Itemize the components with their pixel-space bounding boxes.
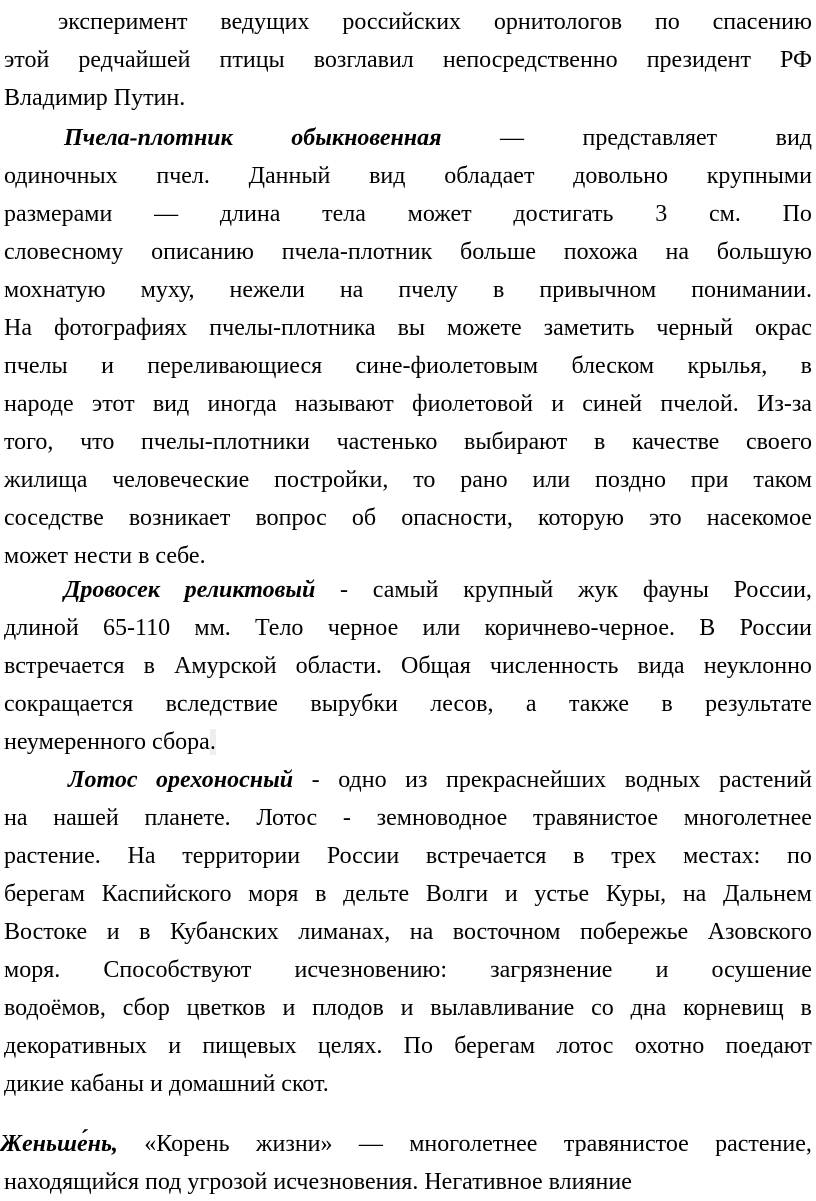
word: Общая xyxy=(401,653,471,679)
word: того, xyxy=(4,429,54,455)
paragraph-line xyxy=(4,157,812,195)
word: сбор xyxy=(122,995,170,1021)
word: В xyxy=(699,615,716,641)
term-word: Лотос xyxy=(68,767,138,793)
word: и xyxy=(101,353,114,379)
word: растение. xyxy=(4,843,101,869)
word: одиночных xyxy=(4,163,118,189)
word: в xyxy=(800,353,812,379)
paragraph-line xyxy=(4,723,812,761)
word: вида xyxy=(637,653,685,679)
paragraph-line xyxy=(4,423,812,461)
word: — xyxy=(499,125,524,151)
word: кабаны xyxy=(70,1071,144,1097)
word: домашний xyxy=(168,1071,276,1097)
word: На xyxy=(127,843,156,869)
word: на xyxy=(409,919,434,945)
paragraph-line xyxy=(4,499,812,537)
word: РФ xyxy=(780,47,812,73)
word: берегам xyxy=(454,1033,536,1059)
word: по xyxy=(787,843,812,869)
word: нашей xyxy=(53,805,119,831)
word: водоёмов, xyxy=(4,995,106,1021)
word: вырубки xyxy=(310,691,398,717)
word: декоративных xyxy=(4,1033,147,1059)
word: сине-фиолетовым xyxy=(355,353,539,379)
word: загрязнение xyxy=(490,957,613,983)
word: скот. xyxy=(281,1071,329,1097)
word: на xyxy=(682,881,707,907)
word: неумеренного xyxy=(4,729,147,755)
paragraph-line xyxy=(4,79,812,117)
word: многолетнее xyxy=(683,805,812,831)
word: неуклонно xyxy=(703,653,812,679)
word: Азовского xyxy=(707,919,812,945)
word: российских xyxy=(342,9,462,35)
word: привычном xyxy=(539,277,657,303)
paragraph-line xyxy=(64,571,812,609)
word: качестве xyxy=(632,429,720,455)
word: тела xyxy=(322,201,366,227)
word: см. xyxy=(709,201,741,227)
word: земноводное xyxy=(376,805,508,831)
word: Тело xyxy=(255,615,304,641)
paragraph-line xyxy=(4,1027,812,1065)
word: крылья, xyxy=(687,353,768,379)
word: на xyxy=(665,239,689,265)
word: себе. xyxy=(155,543,206,569)
paragraph-line xyxy=(4,537,812,575)
paragraph-line xyxy=(4,233,812,271)
paragraph-line xyxy=(4,1065,812,1103)
word: местах: xyxy=(683,843,761,869)
word: цветков xyxy=(186,995,266,1021)
word: многолетнее xyxy=(409,1131,538,1157)
word: нежели xyxy=(229,277,305,303)
word: Куры, xyxy=(605,881,667,907)
paragraph-line xyxy=(68,761,812,799)
word: Лотос xyxy=(256,805,318,831)
word: пчела-плотник xyxy=(281,239,433,265)
paragraph-line xyxy=(4,271,812,309)
word: ведущих xyxy=(220,9,310,35)
word: территории xyxy=(182,843,301,869)
term-word: Пчела-плотник xyxy=(64,125,233,151)
term-word: реликтовый xyxy=(184,577,316,603)
word: также xyxy=(568,691,629,717)
paragraph-line xyxy=(4,41,812,79)
word: России, xyxy=(733,577,812,603)
word: при xyxy=(690,467,729,493)
word: можете xyxy=(447,315,522,341)
paragraph-line xyxy=(4,195,812,233)
word: что xyxy=(80,429,115,455)
word: коричнево-черное. xyxy=(484,615,675,641)
word: вследствие xyxy=(165,691,278,717)
word: понимании. xyxy=(691,277,812,303)
word: Путин. xyxy=(113,85,186,111)
word: встречается xyxy=(4,653,125,679)
word: словесному xyxy=(4,239,124,265)
word: пчелы-плотники xyxy=(141,429,310,455)
word: лотос xyxy=(556,1033,614,1059)
word: травянистое xyxy=(533,805,658,831)
word: своего xyxy=(745,429,812,455)
word: дикие xyxy=(4,1071,65,1097)
word: трех xyxy=(611,843,657,869)
word: в xyxy=(661,691,673,717)
paragraph-line xyxy=(4,951,812,989)
word: поедают xyxy=(725,1033,812,1059)
paragraph-line xyxy=(4,309,812,347)
word: и xyxy=(551,391,565,417)
paragraph-line xyxy=(4,1163,812,1201)
word: Амурской xyxy=(174,653,277,679)
word: орнитологов xyxy=(493,9,623,35)
paragraph-line xyxy=(64,119,812,157)
word: в xyxy=(800,995,812,1021)
word: в xyxy=(593,429,606,455)
word: охотно xyxy=(634,1033,705,1059)
word: Данный xyxy=(248,163,331,189)
word: Владимир xyxy=(4,85,108,111)
word: может xyxy=(4,543,68,569)
word: об xyxy=(351,505,377,531)
word: мм. xyxy=(194,615,231,641)
word: лесов, xyxy=(430,691,494,717)
paragraph-line xyxy=(4,989,812,1027)
word: сокращается xyxy=(4,691,134,717)
word: находящийся xyxy=(4,1169,139,1195)
word: Способствуют xyxy=(103,957,252,983)
word: моря. xyxy=(4,957,61,983)
word: дельте xyxy=(343,881,410,907)
word: постройки, xyxy=(274,467,389,493)
word: целях. xyxy=(317,1033,383,1059)
word: 3 xyxy=(655,201,668,227)
word: соседстве xyxy=(4,505,104,531)
word: это xyxy=(649,505,682,531)
word: По xyxy=(403,1033,433,1059)
word: России xyxy=(739,615,812,641)
word: размерами xyxy=(4,201,113,227)
term-word: Женьше́нь, xyxy=(0,1131,118,1157)
word: этой xyxy=(4,47,50,73)
word: пчелы xyxy=(4,353,68,379)
word: крупными xyxy=(706,163,812,189)
word: фиолетовой xyxy=(412,391,533,417)
word: в xyxy=(492,277,505,303)
word: влияние xyxy=(548,1169,632,1195)
word: - xyxy=(311,767,320,793)
word: России xyxy=(326,843,400,869)
word: прекраснейших xyxy=(446,767,607,793)
paragraph-line xyxy=(4,913,812,951)
word: похожа xyxy=(563,239,638,265)
highlight-mark: . xyxy=(209,729,216,755)
paragraph-line xyxy=(4,385,812,423)
word: заметить xyxy=(543,315,635,341)
word: муху, xyxy=(140,277,195,303)
word: вид xyxy=(369,163,406,189)
word: угрозой xyxy=(187,1169,268,1195)
word: побережье xyxy=(579,919,689,945)
word: таком xyxy=(753,467,812,493)
word: в xyxy=(139,919,151,945)
word: фотографиях xyxy=(53,315,188,341)
word: редчайшей xyxy=(78,47,191,73)
word: фауны xyxy=(642,577,709,603)
word: президент xyxy=(646,47,751,73)
term-word: обыкновенная xyxy=(291,125,442,151)
word: называют xyxy=(294,391,394,417)
word: синей xyxy=(582,391,643,417)
word: под xyxy=(145,1169,182,1195)
paragraph-line xyxy=(4,647,812,685)
word: вопрос xyxy=(255,505,327,531)
word: в xyxy=(573,843,585,869)
word: пчелу xyxy=(398,277,458,303)
word: травянистое xyxy=(563,1131,689,1157)
word: одно xyxy=(338,767,387,793)
word: длина xyxy=(219,201,281,227)
word: в xyxy=(138,543,150,569)
paragraph-line xyxy=(4,799,812,837)
word: и xyxy=(655,957,669,983)
word: нести xyxy=(74,543,133,569)
word: поздно xyxy=(595,467,666,493)
word: и xyxy=(400,995,414,1021)
word: берегам xyxy=(4,881,85,907)
paragraph-line xyxy=(4,461,812,499)
word: восточном xyxy=(452,919,561,945)
paragraph-line xyxy=(4,837,812,875)
word: и xyxy=(168,1033,182,1059)
word: пчелы-плотника xyxy=(209,315,376,341)
word: устье xyxy=(534,881,590,907)
word: в xyxy=(143,653,155,679)
word: жизни» xyxy=(255,1131,333,1157)
word: пчелой. xyxy=(660,391,739,417)
word: возглавил xyxy=(313,47,414,73)
word: жилища xyxy=(4,467,88,493)
word: — xyxy=(154,201,179,227)
word: встречается xyxy=(425,843,547,869)
word: опасности, xyxy=(401,505,513,531)
paragraph-line xyxy=(4,347,812,385)
word: со xyxy=(591,995,614,1021)
word: Из-за xyxy=(757,391,812,417)
word: или xyxy=(532,467,571,493)
paragraph-line xyxy=(4,875,812,913)
word: в xyxy=(315,881,327,907)
word: этот xyxy=(91,391,135,417)
word: Дальнем xyxy=(723,881,812,907)
word: непосредственно xyxy=(442,47,618,73)
word: описанию xyxy=(151,239,254,265)
word: спасению xyxy=(712,9,812,35)
word: на xyxy=(4,805,28,831)
word: исчезновения. xyxy=(273,1169,419,1195)
word: эксперимент xyxy=(58,9,188,35)
word: больше xyxy=(460,239,536,265)
term-word: орехоносный xyxy=(156,767,294,793)
word: может xyxy=(407,201,472,227)
word: рано xyxy=(460,467,508,493)
word: довольно xyxy=(573,163,668,189)
word: водных xyxy=(624,767,701,793)
word: растение, xyxy=(715,1131,812,1157)
word: и xyxy=(504,881,518,907)
word: то xyxy=(413,467,436,493)
word: вылавливание xyxy=(430,995,575,1021)
word: пчел. xyxy=(156,163,210,189)
word: планете. xyxy=(144,805,231,831)
word: лиманах, xyxy=(298,919,391,945)
word: и xyxy=(150,1071,163,1097)
word: и xyxy=(106,919,120,945)
word: вид xyxy=(775,125,812,151)
word: окрас xyxy=(754,315,812,341)
word: птицы xyxy=(219,47,285,73)
word: 65-110 xyxy=(103,615,171,641)
word: - xyxy=(342,805,351,831)
word: на xyxy=(339,277,364,303)
word: черное xyxy=(327,615,399,641)
word: обладает xyxy=(444,163,535,189)
word: результате xyxy=(705,691,812,717)
word: - xyxy=(340,577,349,603)
word: По xyxy=(782,201,812,227)
word: черный xyxy=(656,315,733,341)
word: большую xyxy=(716,239,812,265)
word: вид xyxy=(152,391,190,417)
word: исчезновению: xyxy=(294,957,448,983)
word: «Корень xyxy=(144,1131,230,1157)
word: корневищ xyxy=(683,995,784,1021)
paragraph-line xyxy=(4,609,812,647)
word: частенько xyxy=(336,429,438,455)
word: которую xyxy=(538,505,624,531)
word: иногда xyxy=(207,391,277,417)
word: представляет xyxy=(582,125,718,151)
word: вы xyxy=(397,315,426,341)
word: области. xyxy=(295,653,382,679)
word: Каспийского xyxy=(101,881,232,907)
word: жук xyxy=(577,577,619,603)
paragraph-line xyxy=(58,3,812,41)
word: возникает xyxy=(128,505,231,531)
paragraph-line xyxy=(4,685,812,723)
word: достигать xyxy=(513,201,614,227)
word: растений xyxy=(718,767,812,793)
word: человеческие xyxy=(112,467,250,493)
word: Волги xyxy=(425,881,489,907)
word: длиной xyxy=(4,615,79,641)
word: пищевых xyxy=(202,1033,297,1059)
paragraph-line xyxy=(0,1125,812,1163)
word: мохнатую xyxy=(4,277,106,303)
word: самый xyxy=(372,577,439,603)
word: или xyxy=(422,615,461,641)
word: Кубанских xyxy=(169,919,279,945)
word: и xyxy=(282,995,296,1021)
word: из xyxy=(405,767,428,793)
word: численность xyxy=(489,653,619,679)
term-word: Дровосек xyxy=(64,577,160,603)
word: народе xyxy=(4,391,74,417)
word: дна xyxy=(630,995,667,1021)
word: переливающиеся xyxy=(147,353,323,379)
word: Негативное xyxy=(424,1169,543,1195)
word: а xyxy=(525,691,537,717)
word: блеском xyxy=(571,353,655,379)
word: насекомое xyxy=(706,505,812,531)
word: сбора xyxy=(152,729,210,755)
word: осушение xyxy=(711,957,812,983)
word: моря xyxy=(248,881,299,907)
word: по xyxy=(654,9,680,35)
word: крупный xyxy=(463,577,554,603)
word: На xyxy=(4,315,32,341)
word: Востоке xyxy=(4,919,88,945)
word: плодов xyxy=(312,995,384,1021)
word: выбирают xyxy=(464,429,568,455)
word: — xyxy=(358,1131,383,1157)
